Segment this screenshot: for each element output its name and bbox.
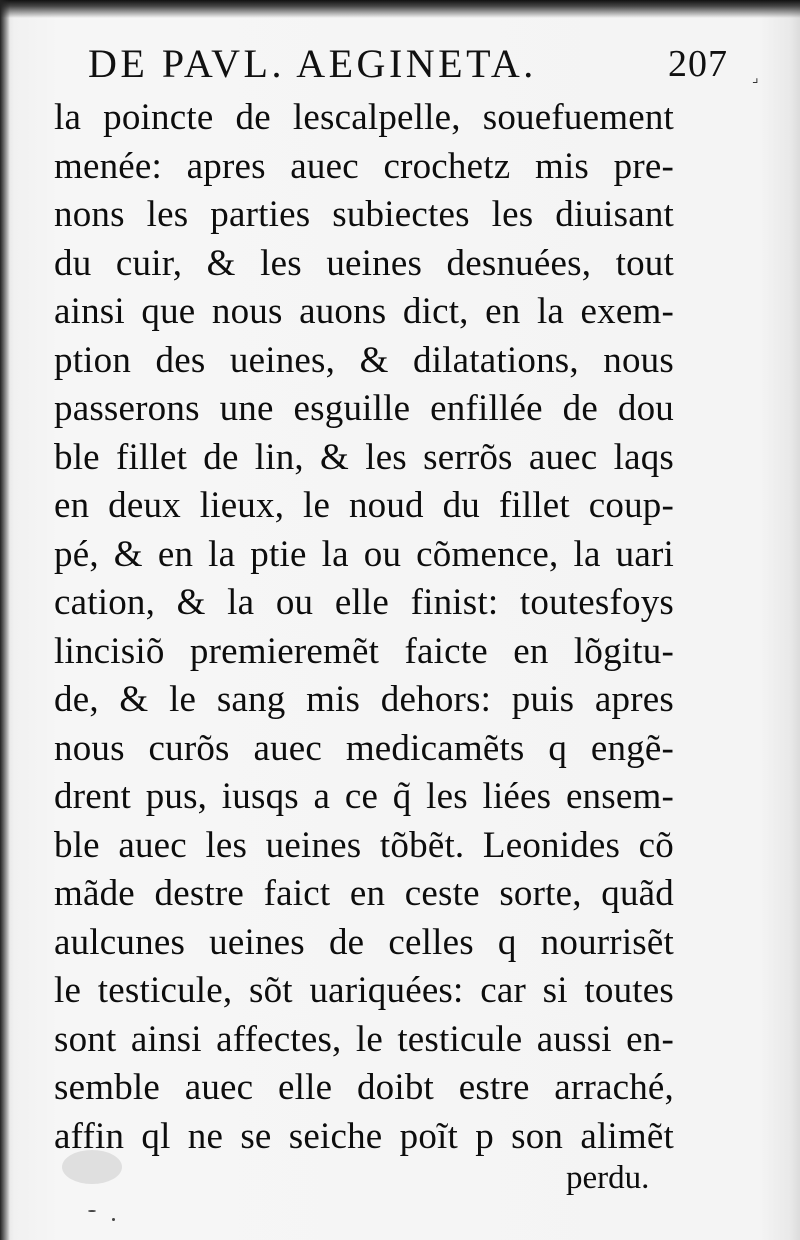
page-top-shadow — [0, 0, 800, 18]
text-line: ble fillet de lin, & les serrõs auec laqs — [54, 436, 674, 478]
page-left-shadow — [0, 0, 10, 1240]
text-line: cation, & la ou elle finist: toutesfoys — [54, 582, 674, 623]
corner-mark: ⌟ — [752, 70, 759, 86]
paper-stain — [62, 1150, 122, 1184]
text-line: passerons une esguille enfillée de dou — [54, 388, 674, 429]
text-line: du cuir, & les ueines desnuées, tout — [54, 242, 674, 284]
text-line: ble auec les ueines tõbẽt. Leonides cõ — [54, 824, 674, 866]
page-header — [88, 40, 748, 90]
text-line: semble auec elle doibt estre arraché, — [54, 1067, 674, 1108]
text-line: ainsi que nous auons dict, en la exem- — [54, 291, 674, 332]
catchword: perdu. — [566, 1160, 650, 1196]
text-line: lincisiõ premieremẽt faicte en lõgitu- — [54, 630, 674, 672]
paper-speck — [88, 1210, 96, 1212]
text-line: de, & le sang mis dehors: puis apres — [54, 679, 674, 720]
text-line: nons les parties subiectes les diuisant — [54, 194, 674, 235]
text-line: mãde destre faict en ceste sorte, quãd — [54, 873, 674, 914]
text-line: nous curõs auec medicamẽts q engẽ- — [54, 727, 674, 769]
text-line: la poincte de lescalpelle, souefuement — [54, 97, 674, 138]
paper-speck — [112, 1218, 115, 1221]
body-text — [54, 94, 674, 1161]
text-line: drent pus, iusqs a ce q̃ les liées ensem- — [54, 776, 674, 817]
text-line: pé, & en la ptie la ou cõmence, la uari — [54, 533, 674, 575]
text-line: affin ql ne se seiche poĩt p son alimẽt — [54, 1115, 674, 1157]
text-line: ption des ueines, & dilatations, nous — [54, 339, 674, 381]
running-title: DE PAVL. AEGINETA. — [88, 41, 537, 86]
text-line: sont ainsi affectes, le testicule aussi en- — [54, 1018, 674, 1060]
page-number: 207 — [668, 43, 728, 85]
text-line: en deux lieux, le noud du fillet coup- — [54, 485, 674, 526]
text-line: le testicule, sõt uariquées: car si toutes — [54, 970, 674, 1011]
text-line: aulcunes ueines de celles q nourrisẽt — [54, 921, 674, 963]
text-line: menée: apres auec crochetz mis pre- — [54, 145, 674, 187]
